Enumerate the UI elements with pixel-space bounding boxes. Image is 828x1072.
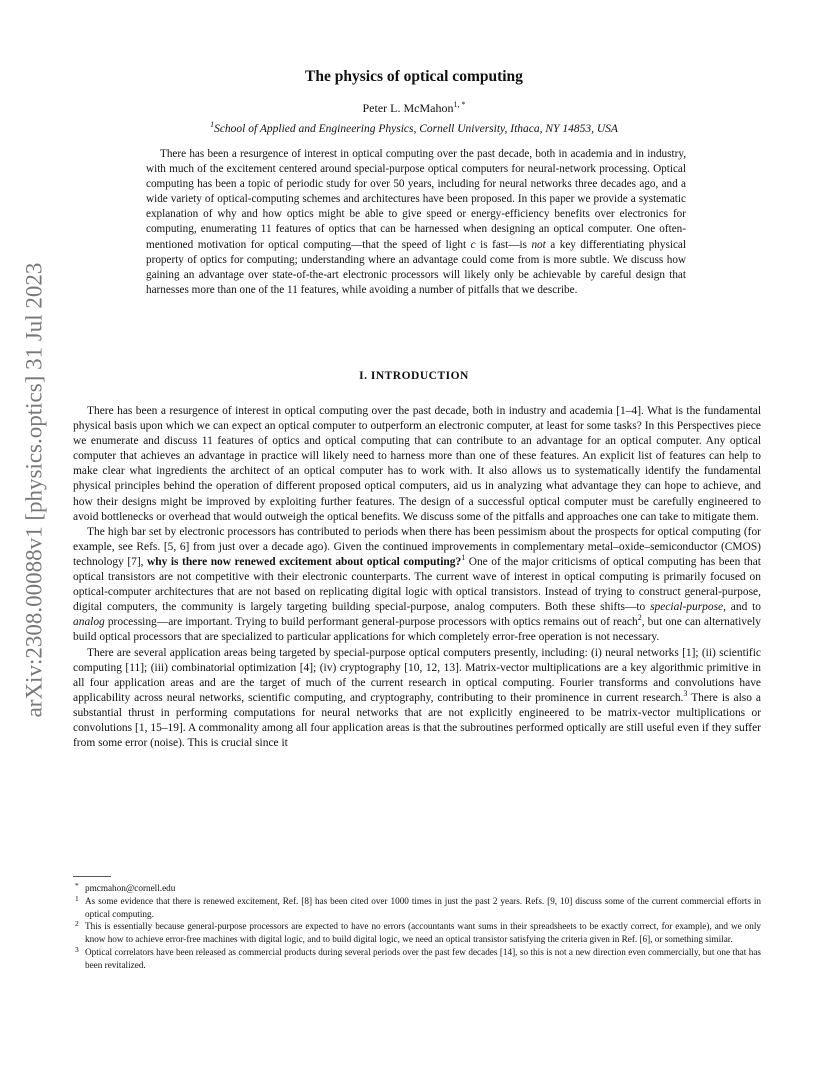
paragraph-text: The high bar set by electronic processors has contributed to periods when there has been pessimism about the prospects for optical computing (for example, see Refs. [5, 6] from just over a decade ago). Given the continued improvements in complementary metal–oxide–semiconductor (CMOS) technology [7], [73,525,761,568]
footnote-ref-2[interactable]: 2 [637,613,642,623]
footnotes [73,882,761,972]
footnote-rule [73,876,111,877]
paragraph-text: , but one can alternatively build optical processors that are specialized to particular applications for which completely error-free operation is not necessary. [73,616,761,644]
author-line [0,101,828,116]
footnote-email [73,882,761,895]
footnote-mark: 2 [75,919,79,929]
arxiv-sidebar-stamp [14,260,54,720]
footnote-3 [73,946,761,972]
abstract [146,147,686,298]
footnote-text: Optical correlators have been released as commercial products during several periods over the past few decades [14], so this is not a new direction even commercially, but one that has been revitalized. [85,946,761,970]
footnote-ref-3[interactable]: 3 [683,688,688,698]
author-name: Peter L. McMahon [362,101,454,115]
affiliation-superscript: 1 [210,120,215,130]
paragraph-text: , and to [723,601,761,614]
arxiv-identifier: arXiv:2308.00088v1 [physics.optics] 31 Jul 2023 [21,262,47,718]
bold-question: why is there now renewed excitement about optical computing? [147,555,462,568]
abstract-text: There has been a resurgence of interest in optical computing over the past decade, both in academia and in industry, with much of the excitement centered around special-purpose optical computers for neural-network processing. Optical computing has been a topic of periodic study for over 50 years, including for neural networks three decades ago, and a wide variety of optical-computing schemes and architectures have been proposed. In this paper we provide a systematic explanation of why and how optics might be able to give speed or energy-efficiency benefits over electronics for computing, enumerating 11 features of optics that can be harnessed when designing an optical computer. One often-mentioned motivation for optical computing—that the speed of light [146,148,686,251]
footnote-1 [73,895,761,921]
section-heading: I. INTRODUCTION [359,370,469,382]
affiliation-line [0,120,828,135]
affiliation-text: School of Applied and Engineering Physics, Cornell University, Ithaca, NY 14853, USA [214,123,618,135]
emphasis-special-purpose: special-purpose [650,601,724,614]
paragraph-text: One of the major criticisms of optical computing has been that optical transistors are not competitive with their electronic counterparts. The current wave of interest in optical computing is primarily focused on optical-computer architectures that are not based on replicating digital logic with optical transistors. Instead of trying to construct general-purpose, digital computers, the community is largely targeting building special-purpose, analog computers. Both these shifts—to [73,555,761,614]
footnote-2 [73,920,761,946]
footnote-text: This is essentially because general-purpose processors are expected to have no errors (accountants want sums in their spreadsheets to be exactly correct, for example), and we only know how to achieve error-free machines with digital logic, and to build digital logic, we need an optical transistor satisfying the criteria given in Ref. [6], or something similar. [85,921,761,945]
body-text [73,404,761,751]
paper-title: The physics of optical computing [305,68,523,85]
paragraph-text: processing—are important. Trying to build performant general-purpose processors with optics remains out of reach [104,616,638,629]
body-paragraph-1: There has been a resurgence of interest in optical computing over the past decade, both in industry and academia [1–4]. What is the fundamental physical basis upon which we can expect an optical computer to outperform an electronic computer, at least for some tasks? In this Perspectives piece we enumerate and discuss 11 features of optics and optical computing that can contribute to an advantage for an optical computer. Any optical computer that achieves an advantage in practice will likely need to harness more than one of these features. An explicit list of features can help to make clear what ingredients the architect of an optical computer has to work with. It also allows us to systematically identify the fundamental physical principles behind the operation of different proposed optical computers, aid us in analyzing what advantage they can hope to achieve, and how their designs might be improved by exploiting further features. The design of a successful optical computer must be carefully engineered to avoid bottlenecks or overhead that would outweigh the optical benefits. We discuss some of the pitfalls and approaches one can take to mitigate them. [73,405,761,523]
author-superscript: 1, * [453,100,466,109]
abstract-paragraph [146,147,686,298]
footnote-mark: 3 [75,944,79,954]
speed-of-light-symbol: c [470,238,476,251]
footnote-text: As some evidence that there is renewed excitement, Ref. [8] has been cited over 1000 times in just the past 2 years. Refs. [9, 10] discuss some of the current commercial efforts in optical computing. [85,895,761,919]
abstract-text: is fast—is [475,238,532,251]
body-paragraph-3 [73,646,761,752]
paragraph-text: There are several application areas being targeted by special-purpose optical computers presently, including: (i) neural networks [1]; (ii) scientific computing [11]; (iii) combinatorial optimization [4]; (iv) cryptography [10, 12, 13]. Matrix-vector multiplications are a key algorithmic primitive in all four application areas and are the target of much of the current research in optical computing. Fourier transforms and convolutions have applicability across neural networks, scientific computing, and cryptography, contributing to their prominence in current research. [73,646,761,704]
emphasis-not: not [531,238,546,251]
footnote-mark: * [75,881,79,890]
footnote-text[interactable]: pmcmahon@cornell.edu [85,883,176,893]
footnote-mark: 1 [75,893,79,903]
body-paragraph-2 [73,525,761,646]
paragraph-text: There is also a substantial thrust in performing computations for neural networks that are not explicitly engineered to be matrix-vector multiplications or convolutions [1, 15–19]. A commonality among all four application areas is that the subroutines performed optically are still useful even if they suffer from some error (noise). This is crucial since it [73,691,761,750]
emphasis-analog: analog [73,616,105,629]
footnote-ref-1[interactable]: 1 [461,553,466,563]
abstract-text: a key differentiating physical property of optics for computing; understanding where an advantage could come from is more subtle. We discuss how gaining an advantage over state-of-the-art electronic processors will likely only be achievable by careful design that harnesses more than one of the 11 features, while avoiding a number of pitfalls that we describe. [146,238,686,296]
